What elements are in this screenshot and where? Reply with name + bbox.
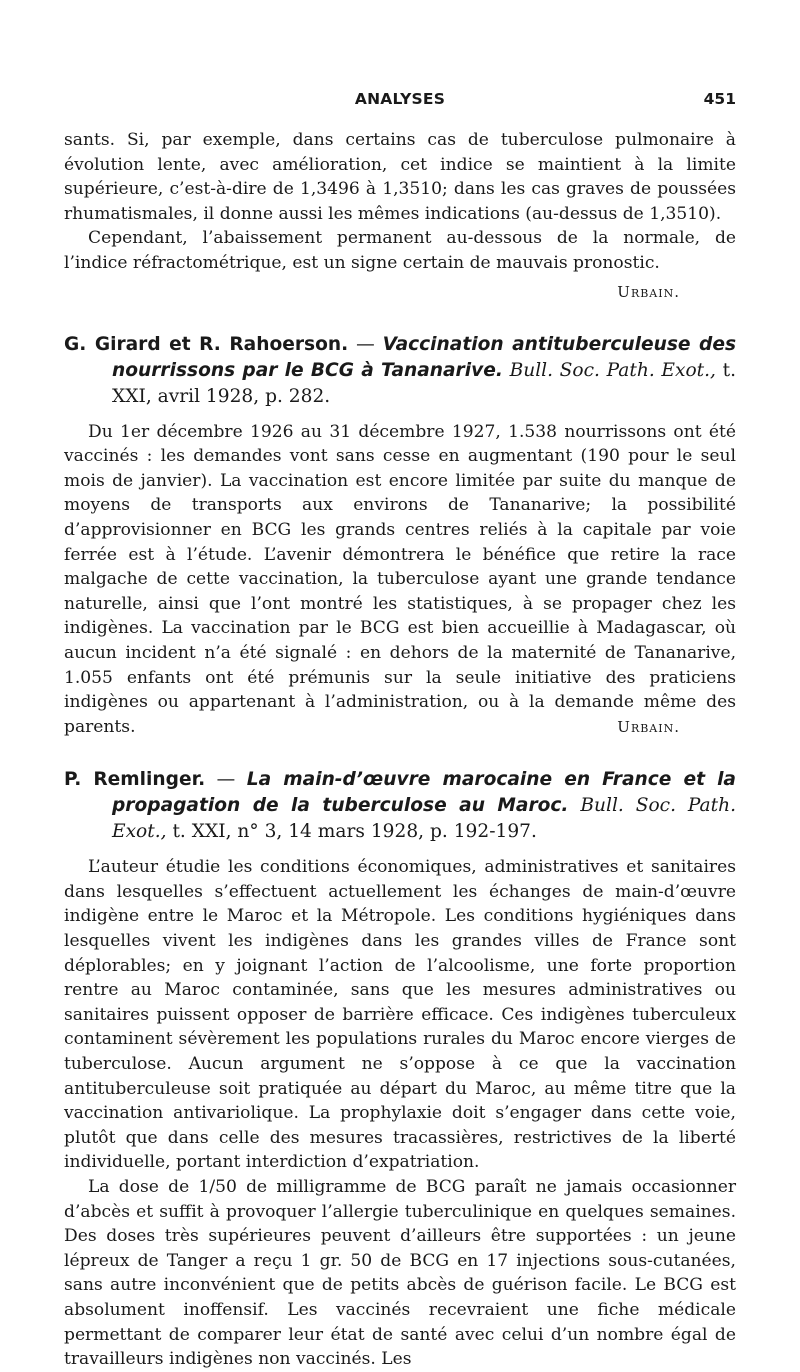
continued-paragraph: sants. Si, par exemple, dans certains cas de tuberculose pulmonaire à évolution lente, avec amélioration, cet indice se maintient à la limite supérieure, c’est-à-dire de 1,3496 à 1,3510; dans les cas graves de poussées rhumatismales, il donne aussi les mêmes indications (au-dessus de 1,3510).: [64, 130, 736, 224]
page-number: 451: [703, 90, 736, 108]
heading-dash: —: [205, 769, 247, 791]
review-entry-girard: [64, 332, 736, 740]
paragraph: Cependant, l’abaissement permanent au-dessous de la normale, de l’indice réfractométrique, est un signe certain de mauvais pronostic.: [64, 228, 736, 273]
journal-source: Bull. Soc. Path. Exot.,: [112, 795, 736, 843]
entry-heading: [64, 332, 736, 410]
volume-reference: t. XXI, avril 1928, p. 282.: [112, 359, 737, 407]
review-entry-remlinger: [64, 767, 736, 1371]
reviewer-signature: Urbain.: [617, 718, 680, 737]
reviewer-signature: Urbain.: [617, 282, 680, 301]
page-header: [64, 90, 736, 112]
running-title: ANALYSES: [354, 90, 446, 108]
entry-authors: G. Girard et R. Rahoerson.: [64, 333, 349, 355]
journal-source: Bull. Soc. Path. Exot.,: [502, 359, 716, 381]
article-title: La main-d’œuvre marocaine en France et la propagation de la tuberculose au Maroc.: [112, 769, 736, 817]
entry-heading: [64, 767, 736, 845]
paragraph: L’auteur étudie les conditions économiques, administratives et sanitaires dans lesquelles s’effectuent actuellement les échanges de main-d’œuvre indigène entre le Maroc et la Métropole. Les conditions hygiéniques dans lesquelles vivent les indigènes dans les grandes villes de France sont déplorables; en y joignant l’action de l’alcoolisme, une forte proportion rentre au Maroc contaminée, sans que les mesures administratives ou sanitaires puissent opposer de barrière efficace. Ces indigènes tuberculeux contaminent sévèrement les populations rurales du Maroc encore vierges de tuberculose. Aucun argument ne s’oppose à ce que la vaccination antituberculeuse soit pratiquée au départ du Maroc, au même titre que la vaccination antivariolique. La prophylaxie doit s’engager dans cette voie, plutôt que dans celle des mesures tracassières, restrictives de la liberté individuelle, portant interdiction d’expatriation.: [64, 857, 736, 1173]
entry-body: [64, 420, 736, 740]
heading-dash: —: [348, 333, 383, 355]
paragraph: Du 1er décembre 1926 au 31 décembre 1927, 1.538 nourrissons ont été vaccinés : les demandes vont sans cesse en augmentant (190 pour le seul mois de janvier). La vaccination est encore limitée par suite du manque de moyens de transports aux environs de Tananarive; la possibilité d’approvisionner en BCG les grands centres reliés à la capitale par voie ferrée est à l’étude. L’avenir démontrera le bénéfice que retire la race malgache de cette vaccination, la tuberculose ayant une grande tendance naturelle, ainsi que l’ont montré les statistiques, à se propager chez les indigènes. La vaccination par le BCG est bien accueillie à Madagascar, où aucun incident n’a été signalé : en dehors de la maternité de Tananarive, 1.055 enfants ont été prémunis sur la seule initiative des praticiens indigènes ou appartenant à l’administration, ou à la demande même des parents.: [64, 421, 736, 737]
article-title: Vaccination antituberculeuse des nourrissons par le BCG à Tananarive.: [112, 333, 737, 381]
paragraph: La dose de 1/50 de milligramme de BCG paraît ne jamais occasionner d’abcès et suffit à provoquer l’allergie tuberculinique en quelques semaines. Des doses très supérieures peuvent d’ailleurs être supportées : un jeune lépreux de Tanger a reçu 1 gr. 50 de BCG en 17 injections sous-cutanées, sans autre inconvénient que de petits abcès de guérison facile. Le BCG est absolument inoffensif. Les vaccinés recevraient une fiche médicale permettant de comparer leur état de santé avec celui d’un nombre égal de travailleurs indigènes non vaccinés. Les: [64, 1177, 736, 1370]
entry-authors: P. Remlinger.: [64, 769, 206, 791]
page-body: [64, 128, 736, 1372]
volume-reference: t. XXI, n° 3, 14 mars 1928, p. 192-197.: [166, 821, 537, 843]
